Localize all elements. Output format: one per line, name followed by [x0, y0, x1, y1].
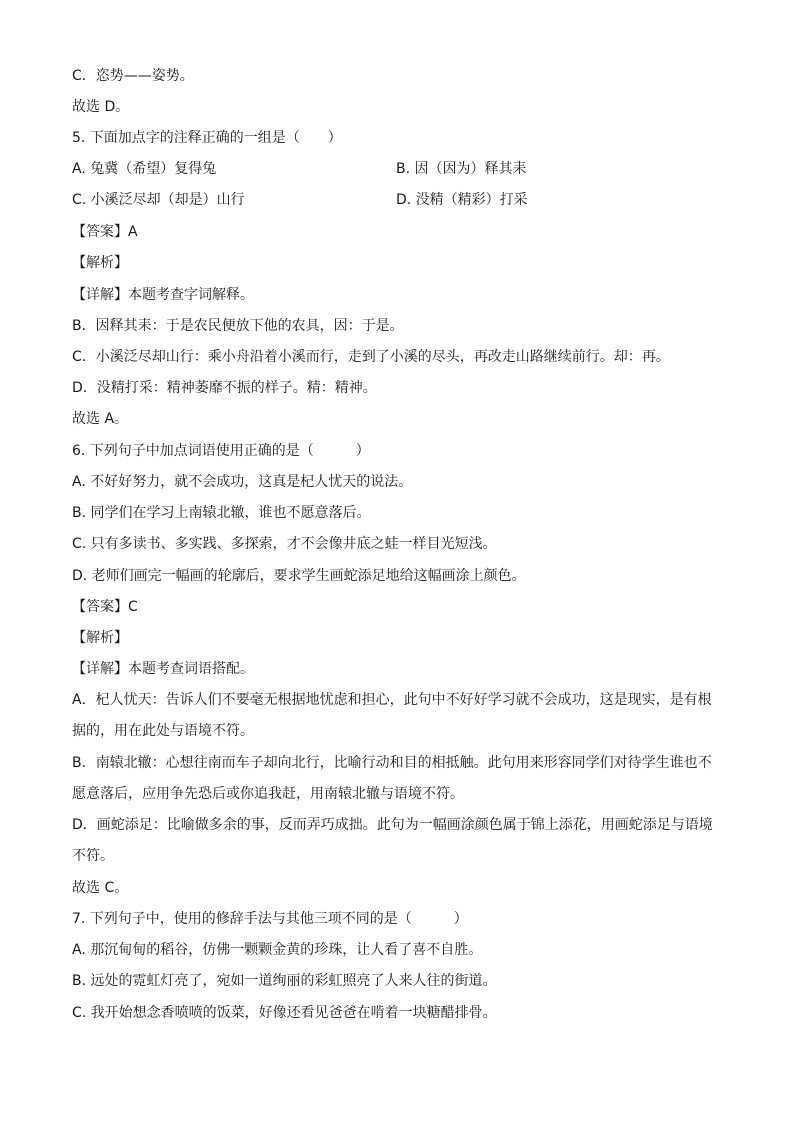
analysis-label: 【解析】	[72, 630, 128, 646]
question-6-option-b: B. 同学们在学习上南辕北辙，谁也不愿意落后。	[72, 505, 371, 521]
explanation-line: D．画蛇添足：比喻做多余的事，反而弄巧成拙。此句为一幅画涂颜色属于锦上添花，用画蛇添足与语境	[72, 817, 713, 833]
explanation-line: 愿意落后，应用争先恐后或你追我赶，用南辕北辙与语境不符。	[72, 786, 464, 802]
question-7-stem: 7. 下列句子中，使用的修辞手法与其他三项不同的是（ ）	[72, 911, 468, 927]
question-6-option-d: D. 老师们画完一幅画的轮廓后，要求学生画蛇添足地给这幅画涂上颜色。	[72, 568, 526, 584]
question-7-option-c: C. 我开始想念香喷喷的饭菜，好像还看见爸爸在啃着一块糖醋排骨。	[72, 1005, 497, 1021]
analysis-label: 【解析】	[72, 255, 128, 271]
question-5-option-c: C. 小溪泛尽却（却是）山行	[72, 192, 245, 208]
detail-label: 【详解】本题考查词语搭配。	[72, 661, 254, 677]
explanation-line: 不符。	[72, 848, 114, 864]
explanation-line: B．因释其耒：于是农民便放下他的农具，因：于是。	[72, 318, 404, 334]
question-6-stem: 6. 下列句子中加点词语使用正确的是（ ）	[72, 443, 370, 459]
question-6-option-a: A. 不好好努力，就不会成功，这真是杞人忧天的说法。	[72, 474, 413, 490]
explanation-line: 据的，用在此处与语境不符。	[72, 723, 254, 739]
question-7-option-a: A. 那沉甸甸的稻谷，仿佛一颗颗金黄的珍珠，让人看了喜不自胜。	[72, 942, 483, 958]
text-line: C．恣势——姿势。	[72, 68, 194, 84]
question-5-option-b: B. 因（因为）释其耒	[396, 161, 527, 177]
question-6-option-c: C. 只有多读书、多实践、多探索，才不会像井底之蛙一样目光短浅。	[72, 536, 497, 552]
question-5-option-d: D. 没精（精彩）打采	[396, 192, 528, 208]
answer-label: 【答案】A	[72, 224, 138, 240]
question-5-stem: 5. 下面加点字的注释正确的一组是（ ）	[72, 130, 342, 146]
detail-label: 【详解】本题考查字词解释。	[72, 287, 254, 303]
explanation-line: A．杞人忧天：告诉人们不要毫无根据地忧虑和担心，此句中不好好学习就不会成功，这是现实，是有根	[72, 692, 712, 708]
explanation-line: C．小溪泛尽却山行：乘小舟沿着小溪而行，走到了小溪的尽头，再改走山路继续前行。却：再。	[72, 349, 670, 365]
explanation-line: B．南辕北辙：心想往南而车子却向北行，比喻行动和目的相抵触。此句用来形容同学们对待学生谁也不	[72, 755, 712, 771]
selection-line: 故选 A。	[72, 411, 129, 427]
explanation-line: D．没精打采：精神萎靡不振的样子。精：精神。	[72, 380, 377, 396]
question-7-option-b: B. 远处的霓虹灯亮了，宛如一道绚丽的彩虹照亮了人来人往的街道。	[72, 973, 497, 989]
question-5-option-a: A. 兔冀（希望）复得兔	[72, 161, 217, 177]
answer-label: 【答案】C	[72, 599, 138, 615]
text-line: 故选 D。	[72, 99, 130, 115]
selection-line: 故选 C。	[72, 880, 129, 896]
